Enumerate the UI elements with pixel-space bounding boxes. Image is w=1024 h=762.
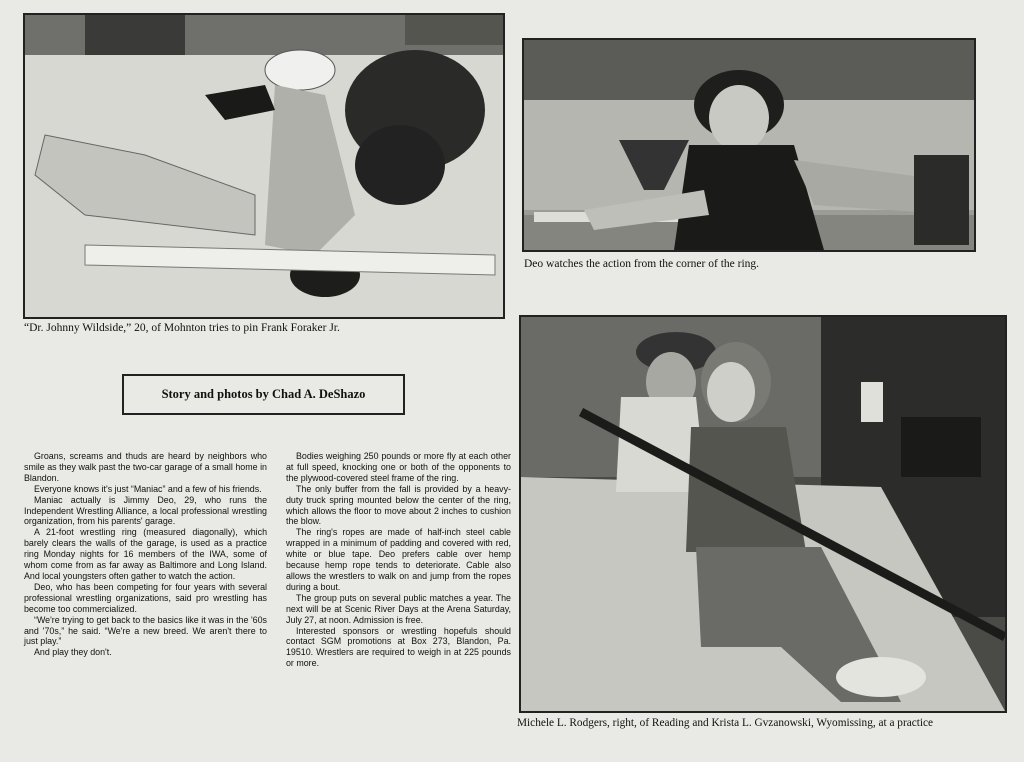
photo-practice-image bbox=[521, 317, 1005, 711]
article-paragraph: “We're trying to get back to the basics like it was in the '60s and '70s,” he said. “We're a new breed. We aren't there to just play.” bbox=[24, 614, 267, 647]
article-paragraph: Everyone knows it's just “Maniac” and a few of his friends. bbox=[34, 483, 262, 494]
article-paragraph: And play they don't. bbox=[34, 647, 112, 658]
article-column-1 bbox=[24, 451, 267, 658]
article-paragraph: The group puts on several public matches a year. The next will be at Scenic River Days at the Arena Saturday, July 27, at noon. Admission is free. bbox=[286, 592, 511, 625]
byline-box bbox=[122, 374, 405, 415]
article-paragraph: Groans, screams and thuds are heard by neighbors who smile as they walk past the two-car garage of a small home in Blandon. bbox=[24, 451, 267, 483]
photo-corner bbox=[522, 38, 976, 252]
article-column-2 bbox=[286, 451, 511, 669]
photo-corner-image bbox=[524, 40, 974, 250]
caption-practice: Michele L. Rodgers, right, of Reading and Krista L. Gvzanowski, Wyomissing, at a practice bbox=[517, 717, 934, 729]
photo-wrestlers bbox=[23, 13, 505, 319]
photo-practice bbox=[519, 315, 1007, 713]
caption-corner: Deo watches the action from the corner of the ring. bbox=[524, 258, 760, 270]
article-paragraph: Interested sponsors or wrestling hopefuls should contact SGM promotions at Box 273, Blandon, Pa. 19510. Wrestlers are required to weigh in at 225 pounds or more. bbox=[286, 625, 511, 669]
article-paragraph: Bodies weighing 250 pounds or more fly at each other at full speed, knocking one or both of the opponents to the plywood-covered steel frame of the ring. bbox=[286, 451, 511, 483]
caption-wrestlers: “Dr. Johnny Wildside,” 20, of Mohnton tries to pin Frank Foraker Jr. bbox=[24, 322, 340, 334]
byline-text: Story and photos by Chad A. DeShazo bbox=[161, 387, 366, 401]
article-paragraph: The only buffer from the fall is provided by a heavy-duty truck spring mounted below the center of the ring, which allows the floor to move about 2 inches to cushion the blow. bbox=[286, 483, 511, 527]
article-paragraph: Maniac actually is Jimmy Deo, 29, who runs the Independent Wrestling Alliance, a local professional wrestling organization, from his parents' garage. bbox=[24, 494, 267, 527]
article-paragraph: Deo, who has been competing for four years with several professional wrestling organizations, said pro wrestling has become too commercialized. bbox=[24, 581, 267, 614]
article-paragraph: A 21-foot wrestling ring (measured diagonally), which barely clears the walls of the garage, is used as a practice ring Monday nights for 16 members of the IWA, some of whom come from as far away as Baltimore and Long Island. And local youngsters often gather to watch the action. bbox=[24, 527, 267, 581]
photo-wrestlers-image bbox=[25, 15, 503, 317]
article-paragraph: The ring's ropes are made of half-inch steel cable wrapped in a minimum of padding and covered with red, white or blue tape. Deo prefers cable over hemp because hemp rope tends to deteriorate. Cable also allows the wrestlers to walk on and jump from the ropes during a bout. bbox=[286, 527, 511, 592]
